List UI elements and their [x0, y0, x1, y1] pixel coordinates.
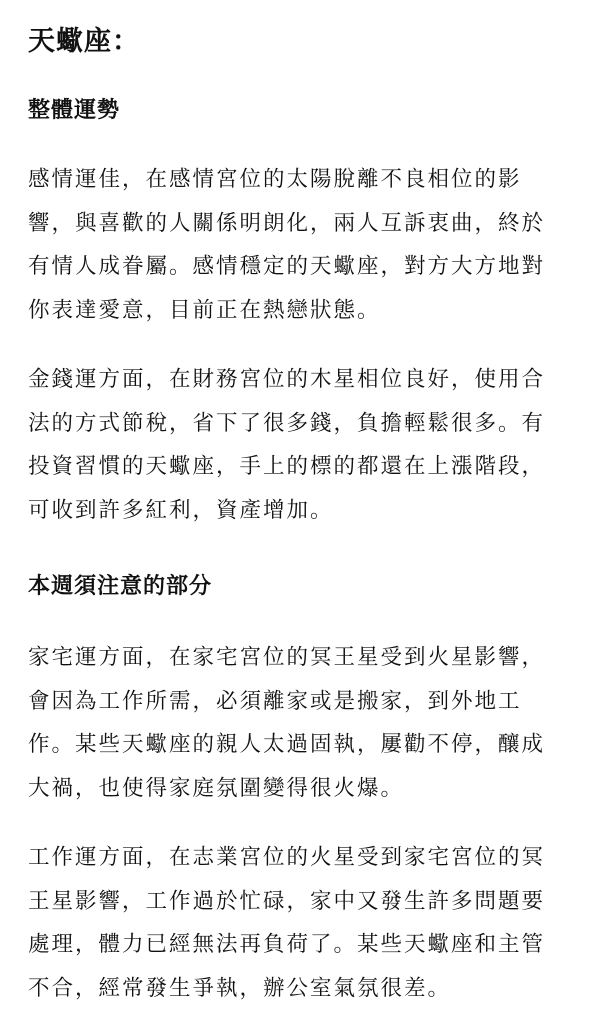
- text-line: 大禍，也使得家庭氛圍變得很火爆。: [28, 775, 405, 801]
- text-line: 響，與喜歡的人關係明朗化，兩人互訴衷曲，終於: [28, 210, 546, 236]
- text-line: 有情人成眷屬。感情穩定的天蠍座，對方大方地對: [28, 254, 546, 279]
- text-line: 處理，體力已經無法再負荷了。某些天蠍座和主管: [28, 932, 546, 957]
- text-line: 作。某些天蠍座的親人太過固執，屢勸不停，釀成: [28, 732, 546, 757]
- paragraph-love-fortune: [28, 158, 590, 332]
- text-line: 可收到許多紅利，資產增加。: [28, 497, 334, 523]
- text-line: 感情運佳，在感情宮位的太陽脫離不良相位的影: [28, 167, 522, 192]
- page-title: 天蠍座：: [28, 26, 140, 57]
- text-line: 你表達愛意，目前正在熱戀狀態。: [28, 297, 381, 323]
- text-line: 不合，經常發生爭執，辦公室氣氛很差。: [28, 975, 452, 1001]
- section-heading-overall-fortune: 整體運勢: [28, 98, 121, 123]
- paragraph-work-fortune: [28, 836, 590, 1010]
- text-line: 投資習慣的天蠍座，手上的標的都還在上漲階段，: [28, 454, 546, 479]
- text-line: 金錢運方面，在財務宮位的木星相位良好，使用合: [28, 367, 546, 392]
- text-line: 法的方式節稅，省下了很多錢，負擔輕鬆很多。有: [28, 410, 546, 436]
- section-heading-weekly-caution: 本週須注意的部分: [28, 574, 213, 599]
- paragraph-money-fortune: [28, 358, 590, 532]
- text-line: 王星影響，工作過於忙碌，家中又發生許多問題要: [28, 888, 546, 914]
- text-line: 工作運方面，在志業宮位的火星受到家宅宮位的冥: [28, 845, 546, 870]
- paragraph-home-fortune: [28, 636, 590, 810]
- text-line: 會因為工作所需，必須離家或是搬家，到外地工: [28, 688, 522, 714]
- text-line: 家宅運方面，在家宅宮位的冥王星受到火星影響，: [28, 645, 546, 670]
